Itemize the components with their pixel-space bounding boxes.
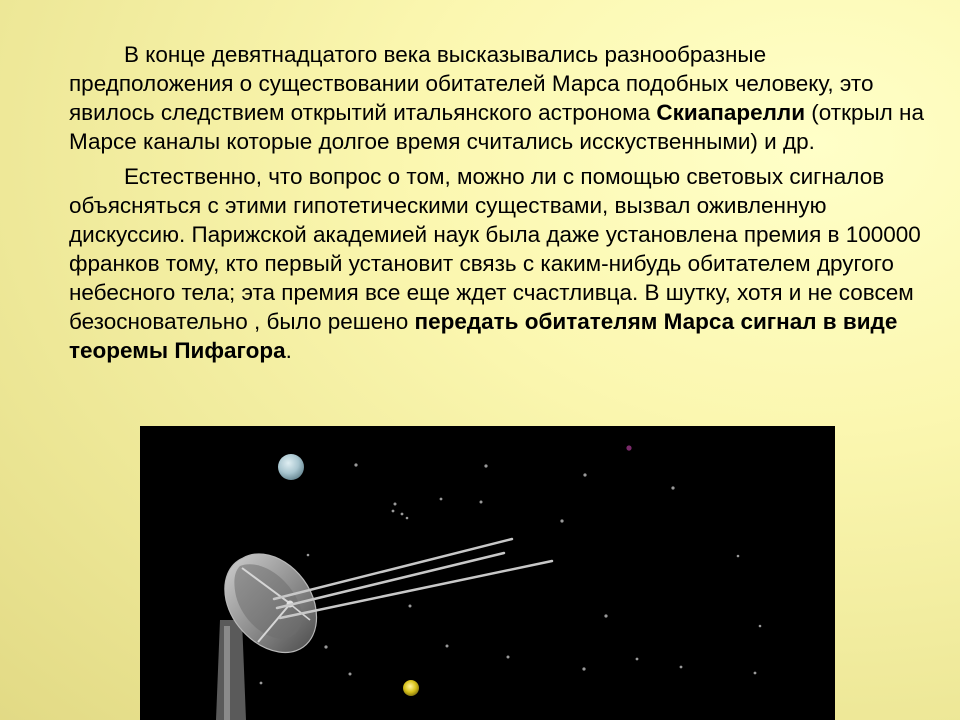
star bbox=[759, 625, 762, 628]
paragraph-2-text: Естественно, что вопрос о том, можно ли с помощью световых сигналов объясняться с этими гипотетическими существами, вызвал оживленную дискуссию. Парижской академией наук была даже установлена премия в 100000 франков тому, кто первый установит связь с каким-нибудь обитателем другого небесного тела; эта премия все еще ждет счастливца. В шутку, хотя и не совсем безосновательно , было решено bbox=[69, 164, 921, 334]
star bbox=[560, 519, 563, 522]
star bbox=[583, 473, 586, 476]
star bbox=[440, 498, 443, 501]
paragraph-2 bbox=[69, 162, 929, 365]
star bbox=[446, 645, 449, 648]
star bbox=[671, 486, 674, 489]
star bbox=[680, 666, 683, 669]
sun bbox=[403, 680, 419, 696]
schiaparelli-name: Скиапарелли bbox=[656, 100, 806, 125]
star bbox=[401, 513, 404, 516]
paragraph-1-text: В конце девятнадцатого века высказывались разнообразные предположения о существовании обитателей Марса подобных человеку, это явилось следствием открытий итальянского астронома bbox=[69, 42, 874, 125]
star bbox=[392, 510, 395, 513]
space-scene bbox=[140, 426, 835, 720]
star bbox=[604, 614, 607, 617]
telescope-mast-highlight bbox=[224, 626, 230, 720]
star bbox=[754, 672, 757, 675]
star bbox=[406, 517, 409, 520]
star bbox=[349, 673, 352, 676]
star bbox=[582, 667, 585, 670]
paragraph-2-text-end: . bbox=[285, 338, 292, 363]
paragraph-1 bbox=[69, 40, 929, 156]
star bbox=[307, 554, 310, 557]
star bbox=[737, 555, 740, 558]
star bbox=[394, 503, 397, 506]
star bbox=[409, 605, 412, 608]
star bbox=[636, 658, 639, 661]
star bbox=[507, 656, 510, 659]
paragraph-1-text-end: (открыл на Марсе каналы которые долгое время считались исскуственными) и др. bbox=[69, 100, 924, 154]
telescope-mast bbox=[216, 620, 246, 720]
pythagoras-signal-phrase: передать обитателям Марса сигнал в виде теоремы Пифагора bbox=[69, 309, 898, 363]
star bbox=[480, 501, 483, 504]
star bbox=[260, 682, 263, 685]
accent-star bbox=[626, 445, 631, 450]
slide-text bbox=[69, 40, 929, 371]
star bbox=[484, 464, 487, 467]
planet bbox=[278, 454, 304, 480]
star bbox=[324, 645, 327, 648]
star bbox=[354, 463, 357, 466]
space-signal-illustration bbox=[140, 426, 835, 720]
